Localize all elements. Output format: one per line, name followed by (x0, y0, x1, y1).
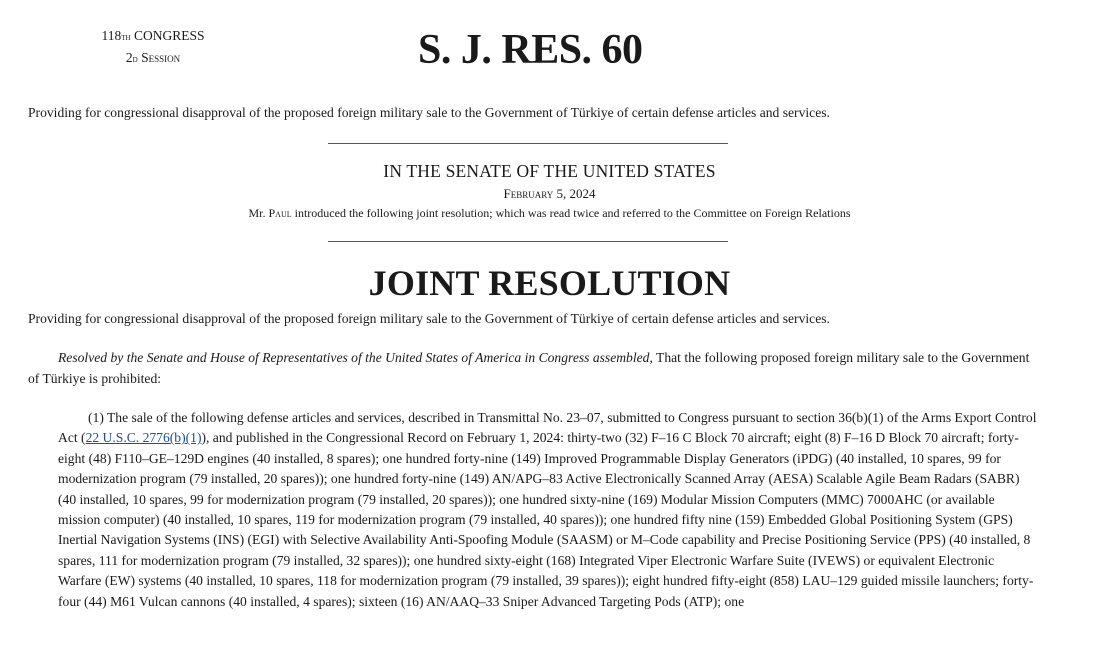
session-number: 2 (125, 50, 133, 65)
session-word: Session (141, 50, 181, 65)
section-1-text-before-link: (1) The sale of the following defense articles and services, described in Transmittal No. 23–07, submitted to Congress pursuant to section 36(b)(1) of the Arms Export Control Act ( (58, 410, 1037, 446)
introduction-date: February 5, 2024 (503, 186, 596, 201)
divider-bottom (328, 241, 728, 242)
resolving-clause-italic: Resolved by the Senate and House of Representatives of the United States of America in Congress assembled, (58, 350, 653, 365)
sponsor-name: Paul (268, 206, 292, 220)
section-1-text-after-link: ), and published in the Congressional Record on February 1, 2024: thirty-two (32) F–16 C Block 70 aircraft; eight (8) F–16 D Block 70 aircraft; forty-eight (48) F110–GE–129D engines (40 installed, 8 spares); one hundred forty-nine (149) Improved Programmable Display Generators (iPDG) (40 installed, 10 spares, 99 for modernization program (79 installed, 20 spares)); one hundred forty-nine (149) AN/APG–83 Active Electronically Scanned Array (AESA) Scalable Agile Beam Radars (SABR) (40 installed, 10 spares, 99 for modernization program (79 installed, 20 spares)); one hundred sixty-nine (169) Modular Mission Computers (MMC) 7000AHC (or available mission computer) (40 installed, 10 spares, 119 for modernization program (79 installed, 40 spares)); one hundred fifty nine (159) Embedded Global Positioning System (GPS) Inertial Navigation Systems (INS) (EGI) with Selective Availability Anti-Spoofing Module (SAASM) or M–Code capability and Precise Positioning Service (PPS) (40 installed, 8 spares, 111 for modernization program (79 installed, 32 spares)); one hundred sixty-eight (168) Integrated Viper Electronic Warfare Suite (IVEWS) or equivalent Electronic Warfare (EW) systems (40 installed, 10 spares, 118 for modernization program (79 installed, 39 spares)); eight hundred fifty-eight (858) LAU–129 guided missile launchers; forty-four (44) M61 Vulcan cannons (40 installed, 4 spares); sixteen (16) AN/AAQ–33 Sniper Advanced Targeting Pods (ATP); one (58, 430, 1034, 609)
introduction-statement (0, 205, 1099, 222)
bill-number: S. J. RES. 60 (418, 27, 643, 73)
congress-suffix: th (121, 32, 131, 43)
resolving-clause (28, 348, 1038, 389)
congress-line (78, 26, 228, 48)
joint-resolution-title: Providing for congressional disapproval of the proposed foreign military sale to the Government of Türkiye of certain defense articles and services. (28, 311, 830, 326)
introduction-text: introduced the following joint resolution; which was read twice and referred to the Committee on Foreign Relations (291, 206, 851, 220)
congress-session-block (78, 26, 228, 70)
congress-number: 118 (101, 28, 122, 43)
joint-resolution-heading: JOINT RESOLUTION (368, 263, 731, 303)
congress-word: CONGRESS (133, 28, 205, 43)
bill-title: Providing for congressional disapproval of the proposed foreign military sale to the Government of Türkiye of certain defense articles and services. (28, 105, 830, 120)
senate-heading: IN THE SENATE OF THE UNITED STATES (383, 161, 716, 181)
divider-top (328, 143, 728, 144)
usc-citation-link[interactable]: 22 U.S.C. 2776(b)(1) (85, 430, 202, 446)
session-line (78, 48, 228, 70)
sponsor-prefix: Mr. (248, 206, 269, 220)
section-1-paragraph (58, 408, 1038, 612)
resolving-clause-text: That the following proposed foreign military sale to the Government of Türkiye is prohibited: (28, 350, 1030, 386)
session-suffix: d (132, 54, 138, 65)
